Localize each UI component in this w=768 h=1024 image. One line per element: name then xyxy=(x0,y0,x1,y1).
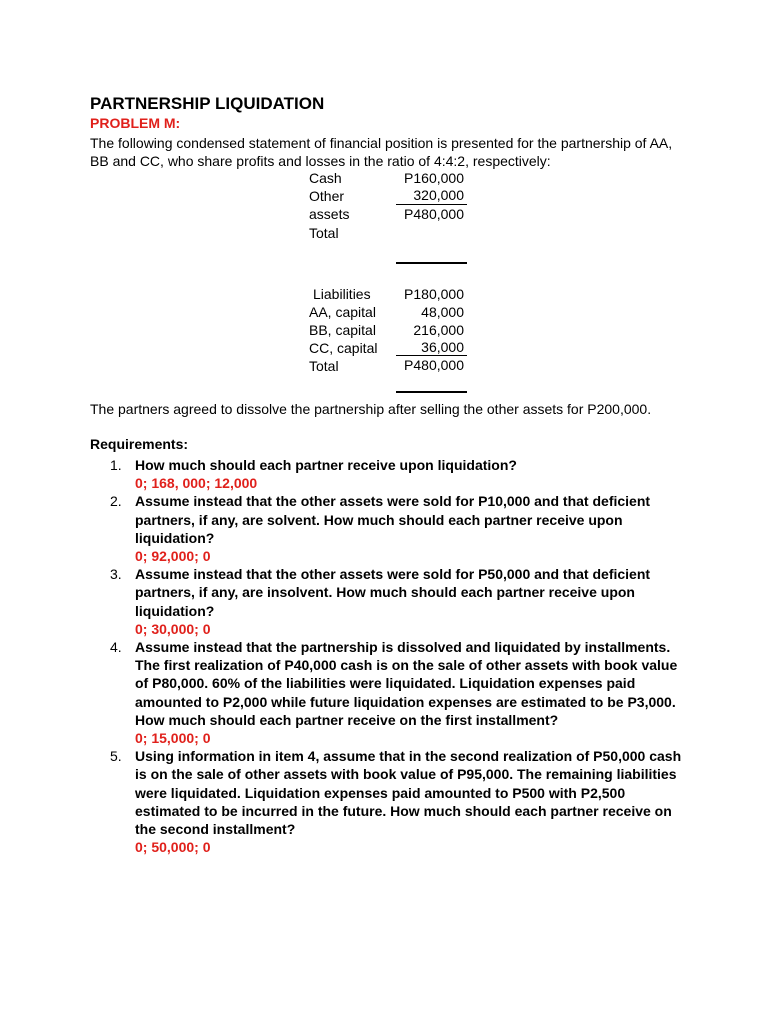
requirement-answer: 0; 50,000; 0 xyxy=(135,839,211,856)
requirement-item xyxy=(90,456,690,492)
asset-label-other: Other xyxy=(309,188,345,204)
requirements-list xyxy=(90,456,690,856)
assets-total-rule xyxy=(396,262,467,264)
asset-label-cash: Cash xyxy=(309,170,342,186)
requirement-question: Assume instead that the partnership is dissolved and liquidated by installments. The first realization of P40,000 cash is on the sale of other assets with book value of P80,000. 60% of the liabilities were liquidated. Liquidation expenses paid amounted to P2,000 while future liquidation expenses are estimated to be P3,000. How much should each partner receive on the first installment? xyxy=(135,639,678,728)
page-title: PARTNERSHIP LIQUIDATION xyxy=(90,94,325,113)
requirement-answer: 0; 92,000; 0 xyxy=(135,548,211,565)
requirement-number: 2. xyxy=(110,493,122,510)
liab-total-rule xyxy=(396,391,467,393)
liab-label-bb: BB, capital xyxy=(309,322,376,338)
liab-label-cc: CC, capital xyxy=(309,340,378,356)
requirement-question: Using information in item 4, assume that in the second realization of P50,000 cash is on the sale of other assets with book value of P95,000. The remaining liabilities were liquidated. Liquidation expenses paid amounted to P500 with P2,500 estimated to be incurred in the future. How much should each partner receive on the second installment? xyxy=(135,748,682,838)
requirement-item xyxy=(90,565,690,638)
asset-label-total: Total xyxy=(309,225,339,241)
requirement-answer: 0; 30,000; 0 xyxy=(135,620,211,637)
assets-subtotal-rule xyxy=(396,204,467,205)
requirement-item xyxy=(90,638,690,747)
requirement-answer: 0; 15,000; 0 xyxy=(135,730,211,747)
liab-amount-total: P480,000 xyxy=(404,357,464,373)
dissolve-statement: The partners agreed to dissolve the partnership after selling the other assets for P200,000. xyxy=(90,401,652,417)
requirement-number: 5. xyxy=(110,748,122,765)
requirement-question: Assume instead that the other assets were sold for P10,000 and that deficient partners, if any, are solvent. How much should each partner receive upon liquidation? xyxy=(135,493,651,546)
liab-subtotal-rule xyxy=(396,355,467,356)
requirement-question: How much should each partner receive upon liquidation? xyxy=(135,457,517,473)
requirement-item xyxy=(90,747,690,856)
asset-amount-total: P480,000 xyxy=(404,206,464,222)
liab-label-aa: AA, capital xyxy=(309,304,376,320)
requirement-item xyxy=(90,492,690,565)
requirement-number: 1. xyxy=(110,457,122,473)
liab-amount-aa: 48,000 xyxy=(421,304,464,320)
liab-label-total: Total xyxy=(309,358,339,374)
asset-amount-other: 320,000 xyxy=(413,187,464,203)
requirements-heading: Requirements: xyxy=(90,436,189,452)
asset-label-assets: assets xyxy=(309,206,350,222)
intro-paragraph: The following condensed statement of financial position is presented for the partnership of AA, BB and CC, who share profits and losses in the ratio of 4:4:2, respectively: xyxy=(90,135,673,169)
requirement-number: 4. xyxy=(110,639,122,656)
requirement-question: Assume instead that the other assets were sold for P50,000 and that deficient partners, if any, are insolvent. How much should each partner receive upon liquidation? xyxy=(135,566,651,619)
requirement-number: 3. xyxy=(110,566,122,583)
liab-amount-liabilities: P180,000 xyxy=(404,286,464,302)
requirement-answer: 0; 168, 000; 12,000 xyxy=(135,475,258,492)
liab-amount-bb: 216,000 xyxy=(413,322,464,338)
problem-label: PROBLEM M: xyxy=(90,115,181,131)
liab-label-liabilities: Liabilities xyxy=(313,286,371,302)
asset-amount-cash: P160,000 xyxy=(404,170,464,186)
liab-amount-cc: 36,000 xyxy=(421,339,464,355)
